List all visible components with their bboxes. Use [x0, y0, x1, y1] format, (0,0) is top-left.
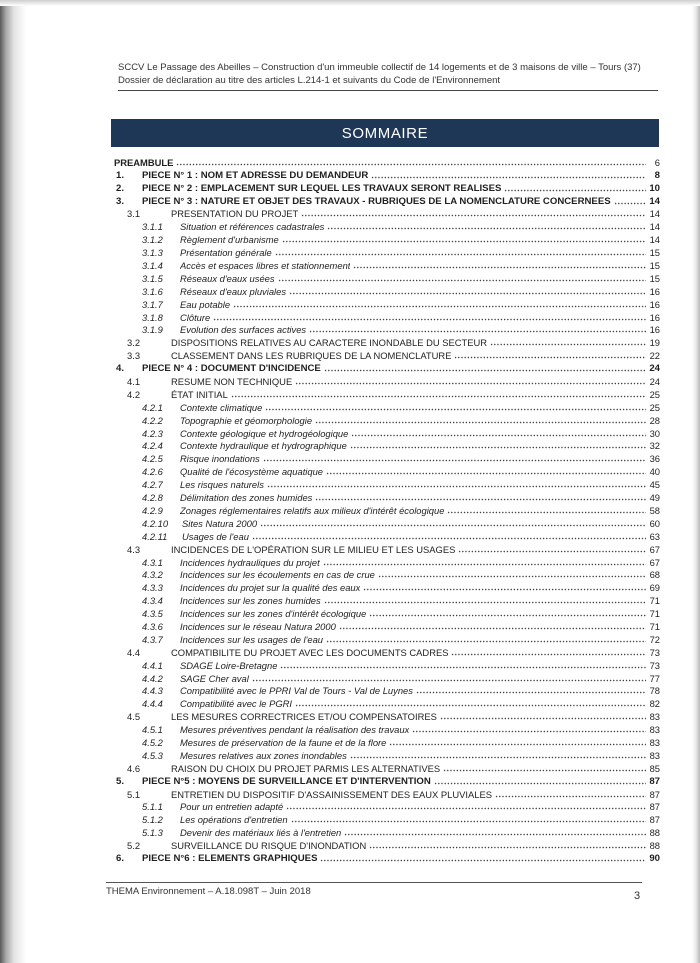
- toc-entry-number: 4.2.6: [142, 466, 163, 478]
- toc-dot-leader: [326, 635, 646, 643]
- toc-entry-page: 90: [649, 852, 660, 864]
- toc-entry[interactable]: [114, 400, 660, 413]
- toc-entry-number: 4.3.5: [142, 608, 163, 620]
- toc-entry-page: 16: [649, 324, 660, 336]
- toc-entry-title: Contexte climatique: [180, 401, 263, 413]
- toc-entry-number: 4.2.8: [142, 492, 163, 504]
- toc-entry-page: 22: [649, 350, 660, 362]
- toc-dot-leader: [301, 209, 646, 217]
- toc-entry-title: Les opérations d'entretien: [180, 814, 288, 826]
- toc-entry-number: 5.1: [127, 788, 141, 800]
- toc-entry-page: 15: [649, 260, 660, 272]
- toc-dot-leader: [323, 558, 646, 566]
- footer-reference: THEMA Environnement – A.18.098T – Juin 2018: [106, 886, 311, 897]
- toc-entry-title: Eau potable: [180, 298, 231, 310]
- toc-entry-page: 87: [649, 788, 660, 800]
- toc-entry-number: 4.4: [127, 646, 141, 658]
- toc-entry-title: PIECE N° 2 : EMPLACEMENT SUR LEQUEL LES TRAVAUX SERONT REALISES: [142, 182, 502, 194]
- toc-entry-title: Clôture: [180, 311, 211, 323]
- toc-dot-leader: [458, 545, 646, 553]
- toc-entry-number: 3.: [116, 195, 125, 207]
- toc-entry-page: 8: [654, 169, 660, 181]
- toc-entry-page: 82: [649, 698, 660, 710]
- toc-entry-title: Mesures relatives aux zones inondables: [180, 749, 347, 761]
- toc-entry-title: Contexte géologique et hydrogéologique: [180, 427, 349, 439]
- toc-entry-number: 4.2.11: [142, 530, 168, 542]
- footer-divider: [106, 882, 642, 883]
- toc-entry-number: 4.5.2: [142, 736, 163, 748]
- toc-entry-number: 3.1.7: [142, 298, 163, 310]
- toc-entry-number: 3.1.5: [142, 272, 163, 284]
- toc-entry-title: RAISON DU CHOIX DU PROJET PARMIS LES ALTERNATIVES: [171, 762, 441, 774]
- toc-entry-number: 5.1.2: [142, 814, 163, 826]
- toc-entry[interactable]: [114, 348, 660, 361]
- table-of-contents: [114, 155, 660, 864]
- toc-dot-leader: [447, 506, 646, 514]
- toc-entry[interactable]: [114, 684, 660, 697]
- toc-entry-page: 45: [649, 479, 660, 491]
- toc-entry-page: 14: [649, 195, 660, 207]
- toc-entry-page: 16: [649, 285, 660, 297]
- toc-entry-number: 3.2: [127, 337, 141, 349]
- toc-entry-page: 40: [649, 466, 660, 478]
- toc-entry[interactable]: [114, 787, 660, 800]
- toc-dot-leader: [327, 222, 646, 230]
- toc-entry[interactable]: [114, 645, 660, 658]
- toc-entry-title: LES MESURES CORRECTRICES ET/OU COMPENSATOIRES: [171, 711, 437, 723]
- toc-entry-page: 63: [649, 530, 660, 542]
- toc-entry-page: 49: [649, 492, 660, 504]
- toc-dot-leader: [443, 764, 646, 772]
- toc-dot-leader: [363, 583, 646, 591]
- toc-entry[interactable]: [114, 232, 660, 245]
- toc-entry-page: 83: [649, 711, 660, 723]
- toc-entry[interactable]: [114, 632, 660, 645]
- toc-dot-leader: [412, 725, 646, 733]
- toc-dot-leader: [371, 171, 646, 179]
- toc-dot-leader: [213, 313, 646, 321]
- toc-entry-number: 4.3.6: [142, 620, 163, 632]
- toc-entry-page: 88: [649, 827, 660, 839]
- toc-entry-number: 4.4.2: [142, 672, 163, 684]
- toc-entry[interactable]: [114, 245, 660, 258]
- toc-entry-page: 15: [649, 272, 660, 284]
- page-number: 3: [634, 890, 641, 902]
- toc-dot-leader: [326, 467, 646, 475]
- toc-entry[interactable]: [114, 464, 660, 477]
- toc-entry[interactable]: [114, 413, 660, 426]
- toc-entry[interactable]: [114, 374, 660, 387]
- toc-entry[interactable]: [114, 271, 660, 284]
- toc-entry-title: Réseaux d'eaux pluviales: [180, 285, 287, 297]
- toc-entry-number: 2.: [116, 182, 125, 194]
- toc-entry[interactable]: [114, 310, 660, 323]
- toc-entry-number: 4.2.9: [142, 504, 163, 516]
- toc-entry-title: Les risques naturels: [180, 479, 264, 491]
- toc-entry-title: Mesures préventives pendant la réalisation des travaux: [180, 724, 410, 736]
- toc-entry-title: Qualité de l'écosystème aquatique: [180, 466, 324, 478]
- toc-entry-title: Evolution des surfaces actives: [180, 324, 307, 336]
- toc-dot-leader: [454, 351, 646, 359]
- toc-dot-leader: [324, 364, 646, 372]
- toc-entry[interactable]: [114, 258, 660, 271]
- toc-dot-leader: [504, 184, 646, 192]
- toc-entry[interactable]: [114, 580, 660, 593]
- toc-entry-number: 3.1.3: [142, 247, 163, 259]
- toc-entry-title: PIECE N°6 : ELEMENTS GRAPHIQUES: [142, 852, 318, 864]
- toc-entry[interactable]: [114, 606, 660, 619]
- toc-dot-leader: [614, 197, 646, 205]
- toc-entry-page: 72: [649, 633, 660, 645]
- toc-entry[interactable]: [114, 619, 660, 632]
- toc-entry-number: 4.2.1: [142, 401, 163, 413]
- toc-entry-page: 87: [649, 801, 660, 813]
- toc-entry-title: Incidences sur les usages de l'eau: [180, 633, 324, 645]
- toc-entry[interactable]: [114, 323, 660, 336]
- toc-entry[interactable]: [114, 593, 660, 606]
- toc-entry[interactable]: [114, 709, 660, 722]
- toc-entry-page: 36: [649, 453, 660, 465]
- toc-dot-leader: [378, 570, 646, 578]
- toc-entry-page: 87: [649, 814, 660, 826]
- toc-entry-page: 67: [649, 556, 660, 568]
- toc-entry[interactable]: [114, 696, 660, 709]
- toc-entry-title: Mesures de préservation de la faune et de la flore: [180, 736, 387, 748]
- toc-entry-page: 14: [649, 234, 660, 246]
- toc-entry-number: 4.2.4: [142, 440, 163, 452]
- toc-entry-page: 71: [649, 620, 660, 632]
- toc-entry-page: 67: [649, 543, 660, 555]
- toc-entry-number: 4.: [116, 363, 125, 375]
- toc-dot-leader: [344, 828, 646, 836]
- toc-entry[interactable]: [114, 477, 660, 490]
- toc-entry[interactable]: [114, 451, 660, 464]
- toc-entry-number: 4.5.3: [142, 749, 163, 761]
- toc-entry[interactable]: [114, 194, 660, 207]
- toc-entry[interactable]: [114, 851, 660, 864]
- toc-entry-number: 1.: [116, 169, 125, 181]
- toc-entry[interactable]: [114, 335, 660, 348]
- toc-entry[interactable]: [114, 284, 660, 297]
- toc-entry-title: PIECE N° 1 : NOM ET ADRESSE DU DEMANDEUR: [142, 169, 369, 181]
- toc-entry-page: 6: [654, 156, 660, 168]
- toc-dot-leader: [176, 158, 646, 166]
- toc-dot-leader: [231, 390, 646, 398]
- toc-entry[interactable]: [114, 529, 660, 542]
- toc-entry-number: 4.5.1: [142, 724, 163, 736]
- toc-entry[interactable]: [114, 671, 660, 684]
- toc-entry[interactable]: [114, 748, 660, 761]
- toc-entry-page: 14: [649, 221, 660, 233]
- toc-entry-page: 87: [649, 775, 660, 787]
- toc-entry-number: 3.1.9: [142, 324, 163, 336]
- toc-dot-leader: [278, 274, 646, 282]
- toc-entry-title: PIECE N° 3 : NATURE ET OBJET DES TRAVAUX - RUBRIQUES DE LA NOMENCLATURE CONCERNEES: [142, 195, 611, 207]
- toc-entry-title: Incidences sur le réseau Natura 2000: [180, 620, 336, 632]
- toc-entry-number: 4.3.7: [142, 633, 163, 645]
- toc-entry-number: 4.4.4: [142, 698, 163, 710]
- toc-entry-page: 71: [649, 608, 660, 620]
- toc-entry[interactable]: [114, 774, 660, 787]
- toc-entry-number: 4.2.7: [142, 479, 163, 491]
- toc-entry-title: SDAGE Loire-Bretagne: [180, 659, 278, 671]
- toc-entry-title: Zonages réglementaires relatifs aux milieux d'intérêt écologique: [180, 504, 445, 516]
- toc-entry[interactable]: [114, 761, 660, 774]
- toc-dot-leader: [282, 235, 646, 243]
- toc-entry-title: SAGE Cher aval: [180, 672, 249, 684]
- toc-entry-title: ENTRETIEN DU DISPOSITIF D'ASSAINISSEMENT DES EAUX PLUVIALES: [171, 788, 492, 800]
- document-header: [118, 61, 658, 87]
- toc-dot-leader: [350, 751, 646, 759]
- header-line-1: SCCV Le Passage des Abeilles – Construction d'un immeuble collectif de 14 logements et de 3 maisons de ville – Tours (37): [118, 62, 641, 73]
- toc-entry-page: 60: [649, 517, 660, 529]
- toc-dot-leader: [353, 261, 646, 269]
- toc-entry-number: 4.6: [127, 762, 141, 774]
- toc-entry-page: 28: [649, 414, 660, 426]
- toc-entry-title: COMPATIBILITE DU PROJET AVEC LES DOCUMENTS CADRES: [171, 646, 449, 658]
- toc-entry-title: Pour un entretien adapté: [180, 801, 284, 813]
- scan-shadow-right: [692, 0, 700, 963]
- toc-dot-leader: [451, 648, 646, 656]
- toc-entry-page: 83: [649, 724, 660, 736]
- toc-entry[interactable]: [114, 168, 660, 181]
- scan-shadow-left: [0, 0, 26, 963]
- toc-entry[interactable]: [114, 825, 660, 838]
- toc-dot-leader: [351, 429, 646, 437]
- toc-entry-title: CLASSEMENT DANS LES RUBRIQUES DE LA NOMENCLATURE: [171, 350, 452, 362]
- toc-entry-page: 83: [649, 749, 660, 761]
- toc-dot-leader: [267, 480, 646, 488]
- toc-entry-page: 69: [649, 582, 660, 594]
- toc-entry-page: 25: [649, 401, 660, 413]
- toc-dot-leader: [416, 686, 646, 694]
- toc-entry-number: 4.4.1: [142, 659, 163, 671]
- toc-dot-leader: [295, 699, 646, 707]
- toc-entry-title: Topographie et géomorphologie: [180, 414, 313, 426]
- toc-dot-leader: [295, 377, 646, 385]
- toc-entry-title: Compatibilité avec le PPRI Val de Tours - Val de Luynes: [180, 685, 413, 697]
- toc-dot-leader: [350, 441, 646, 449]
- toc-entry-page: 16: [649, 311, 660, 323]
- toc-entry-number: 3.1.6: [142, 285, 163, 297]
- toc-entry-title: Incidences sur les zones d'intérêt écologique: [180, 608, 367, 620]
- toc-entry-page: 32: [649, 440, 660, 452]
- toc-entry-number: 4.1: [127, 376, 141, 388]
- toc-entry-title: Incidences du projet sur la qualité des eaux: [180, 582, 361, 594]
- toc-entry-number: 4.2: [127, 388, 141, 400]
- toc-dot-leader: [315, 416, 646, 424]
- toc-entry-number: 4.5: [127, 711, 141, 723]
- toc-entry-page: 68: [649, 569, 660, 581]
- toc-entry-title: PRESENTATION DU PROJET: [171, 208, 299, 220]
- toc-entry-page: 16: [649, 298, 660, 310]
- toc-entry-title: Sites Natura 2000: [182, 517, 258, 529]
- toc-entry[interactable]: [114, 297, 660, 310]
- toc-entry-title: Délimitation des zones humides: [180, 492, 313, 504]
- toc-entry-number: 3.1.4: [142, 260, 163, 272]
- toc-entry-title: Accès et espaces libres et stationnement: [180, 260, 351, 272]
- toc-entry-title: INCIDENCES DE L'OPÉRATION SUR LE MILIEU ET LES USAGES: [171, 543, 456, 555]
- toc-entry-number: 4.4.3: [142, 685, 163, 697]
- toc-entry[interactable]: [114, 658, 660, 671]
- toc-entry-title: Usages de l'eau: [182, 530, 249, 542]
- toc-entry-title: Règlement d'urbanisme: [180, 234, 279, 246]
- toc-entry-number: 3.1.8: [142, 311, 163, 323]
- toc-entry[interactable]: [114, 155, 660, 168]
- toc-entry-number: 4.3: [127, 543, 141, 555]
- toc-entry-title: Réseaux d'eaux usées: [180, 272, 275, 284]
- toc-dot-leader: [369, 841, 646, 849]
- toc-entry[interactable]: [114, 800, 660, 813]
- toc-dot-leader: [369, 609, 646, 617]
- toc-entry-number: 3.3: [127, 350, 141, 362]
- toc-entry-page: 58: [649, 504, 660, 516]
- toc-dot-leader: [252, 674, 646, 682]
- toc-entry[interactable]: [114, 181, 660, 194]
- toc-dot-leader: [440, 712, 646, 720]
- toc-entry-page: 25: [649, 388, 660, 400]
- toc-entry-title: Devenir des matériaux liés à l'entretien: [180, 827, 342, 839]
- toc-dot-leader: [434, 777, 646, 785]
- toc-dot-leader: [289, 287, 646, 295]
- toc-entry-title: Contexte hydraulique et hydrographique: [180, 440, 347, 452]
- toc-entry-title: Incidences sur les zones humides: [180, 595, 321, 607]
- toc-dot-leader: [320, 854, 646, 862]
- toc-entry-title: PREAMBULE: [114, 156, 174, 168]
- toc-entry-number: 5.1.1: [142, 801, 163, 813]
- toc-entry-page: 73: [649, 659, 660, 671]
- toc-dot-leader: [291, 815, 646, 823]
- toc-entry-page: 10: [649, 182, 660, 194]
- toc-entry-title: Présentation générale: [180, 247, 272, 259]
- toc-entry[interactable]: [114, 207, 660, 220]
- toc-entry-number: 4.3.1: [142, 556, 163, 568]
- toc-entry-page: 19: [649, 337, 660, 349]
- toc-entry-page: 30: [649, 427, 660, 439]
- toc-dot-leader: [260, 519, 646, 527]
- toc-entry[interactable]: [114, 361, 660, 374]
- toc-entry-number: 5.2: [127, 840, 141, 852]
- toc-entry[interactable]: [114, 439, 660, 452]
- toc-dot-leader: [252, 532, 646, 540]
- toc-dot-leader: [339, 622, 646, 630]
- toc-entry[interactable]: [114, 542, 660, 555]
- toc-entry-number: 4.3.4: [142, 595, 163, 607]
- toc-entry-title: ÉTAT INITIAL: [171, 388, 228, 400]
- toc-dot-leader: [263, 454, 646, 462]
- header-divider: [118, 90, 658, 91]
- toc-entry-title: SURVEILLANCE DU RISQUE D'INONDATION: [171, 840, 367, 852]
- toc-entry[interactable]: [114, 722, 660, 735]
- toc-entry-page: 24: [649, 363, 660, 375]
- toc-entry[interactable]: [114, 426, 660, 439]
- toc-entry[interactable]: [114, 219, 660, 232]
- toc-entry[interactable]: [114, 555, 660, 568]
- toc-entry-title: Compatibilité avec le PGRI: [180, 698, 293, 710]
- toc-entry-number: 5.: [116, 775, 125, 787]
- toc-dot-leader: [286, 802, 646, 810]
- toc-entry-page: 14: [649, 208, 660, 220]
- toc-entry-title: Incidences sur les écoulements en cas de crue: [180, 569, 375, 581]
- toc-entry[interactable]: [114, 490, 660, 503]
- toc-entry-title: PIECE N° 4 : DOCUMENT D'INCIDENCE: [142, 363, 321, 375]
- toc-entry[interactable]: [114, 838, 660, 851]
- toc-entry-number: 4.2.3: [142, 427, 163, 439]
- toc-dot-leader: [315, 493, 646, 501]
- toc-dot-leader: [265, 403, 646, 411]
- scan-shadow-top: [0, 0, 700, 6]
- toc-entry-title: Incidences hydrauliques du projet: [180, 556, 320, 568]
- toc-dot-leader: [324, 596, 646, 604]
- toc-entry-number: 4.2.10: [142, 517, 169, 529]
- toc-entry[interactable]: [114, 516, 660, 529]
- toc-entry-page: 15: [649, 247, 660, 259]
- toc-entry[interactable]: [114, 503, 660, 516]
- toc-entry-number: 4.3.2: [142, 569, 163, 581]
- toc-entry-page: 24: [649, 376, 660, 388]
- toc-entry-number: 4.2.5: [142, 453, 163, 465]
- toc-entry-title: PIECE N°5 : MOYENS DE SURVEILLANCE ET D'INTERVENTION: [142, 775, 431, 787]
- toc-entry-title: RESUME NON TECHNIQUE: [171, 376, 293, 388]
- toc-dot-leader: [389, 738, 646, 746]
- toc-entry-number: 4.3.3: [142, 582, 163, 594]
- toc-entry[interactable]: [114, 387, 660, 400]
- toc-dot-leader: [233, 300, 646, 308]
- toc-entry-page: 77: [649, 672, 660, 684]
- toc-entry-page: 71: [649, 595, 660, 607]
- toc-entry-page: 73: [649, 646, 660, 658]
- toc-entry-title: Risque inondations: [180, 453, 260, 465]
- toc-entry[interactable]: [114, 812, 660, 825]
- toc-entry-number: 4.2.2: [142, 414, 163, 426]
- toc-dot-leader: [275, 248, 646, 256]
- toc-entry[interactable]: [114, 735, 660, 748]
- toc-dot-leader: [309, 325, 646, 333]
- toc-dot-leader: [490, 338, 646, 346]
- toc-entry-number: 5.1.3: [142, 827, 163, 839]
- toc-entry-number: 3.1.2: [142, 234, 163, 246]
- toc-entry-page: 85: [649, 762, 660, 774]
- header-line-2: Dossier de déclaration au titre des articles L.214-1 et suivants du Code de l'Environnement: [118, 75, 501, 86]
- toc-dot-leader: [280, 661, 646, 669]
- page-title: SOMMAIRE: [111, 119, 659, 147]
- toc-entry-page: 78: [649, 685, 660, 697]
- toc-entry-page: 83: [649, 736, 660, 748]
- toc-entry-title: DISPOSITIONS RELATIVES AU CARACTERE INONDABLE DU SECTEUR: [171, 337, 488, 349]
- toc-entry-number: 6.: [116, 852, 125, 864]
- toc-dot-leader: [495, 790, 646, 798]
- toc-entry-number: 3.1: [127, 208, 141, 220]
- toc-entry-title: Situation et références cadastrales: [180, 221, 325, 233]
- toc-entry-number: 3.1.1: [142, 221, 163, 233]
- toc-entry-page: 88: [649, 840, 660, 852]
- toc-entry[interactable]: [114, 568, 660, 581]
